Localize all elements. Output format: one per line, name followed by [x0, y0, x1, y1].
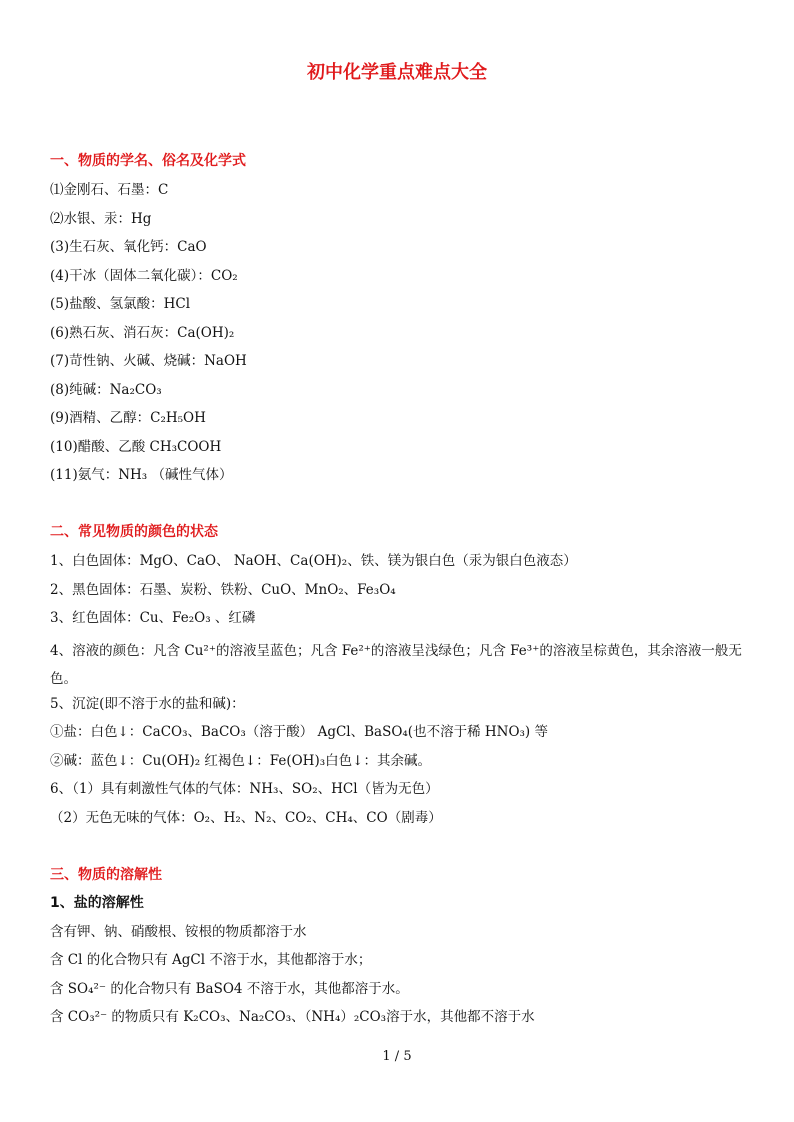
- list-item: (3)生石灰、氧化钙：CaO: [50, 239, 207, 255]
- list-item: 1、白色固体：MgO、CaO、 NaOH、Ca(OH)₂、铁、镁为银白色（汞为银白色液态）: [50, 553, 577, 569]
- list-item: ①盐：白色↓：CaCO₃、BaCO₃（溶于酸） AgCl、BaSO₄(也不溶于稀 HNO₃) 等: [50, 724, 548, 740]
- list-item: (4)干冰（固体二氧化碳）：CO₂: [50, 268, 238, 284]
- list-item: 含有钾、钠、硝酸根、铵根的物质都溶于水: [50, 924, 307, 940]
- list-item: 3、红色固体：Cu、Fe₂O₃ 、红磷: [50, 610, 256, 626]
- list-item: ⑵水银、汞：Hg: [50, 211, 152, 227]
- list-item: 4、溶液的颜色：凡含 Cu²⁺的溶液呈蓝色；凡含 Fe²⁺的溶液呈浅绿色；凡含 Fe³⁺的溶液呈棕黄色，其余溶液一般无色。: [50, 643, 742, 687]
- list-item: ⑴金刚石、石墨：C: [50, 182, 169, 198]
- list-item: (8)纯碱：Na₂CO₃: [50, 382, 162, 398]
- list-item: (9)酒精、乙醇：C₂H₅OH: [50, 410, 206, 426]
- list-item: (5)盐酸、氢氯酸：HCl: [50, 296, 191, 312]
- list-item: 5、沉淀(即不溶于水的盐和碱)：: [50, 696, 245, 712]
- page-number: 1 / 5: [382, 1049, 412, 1064]
- list-item: （2）无色无味的气体：O₂、H₂、N₂、CO₂、CH₄、CO（剧毒）: [50, 810, 442, 826]
- list-item: (10)醋酸、乙酸 CH₃COOH: [50, 439, 222, 455]
- list-item: ②碱：蓝色↓：Cu(OH)₂ 红褐色↓：Fe(OH)₃白色↓：其余碱。: [50, 753, 431, 769]
- list-item: (11)氨气：NH₃ （碱性气体）: [50, 467, 233, 483]
- list-item: (7)苛性钠、火碱、烧碱：NaOH: [50, 353, 247, 369]
- subsection-heading: 1、盐的溶解性: [50, 895, 144, 911]
- section-heading: 二、常见物质的颜色的状态: [50, 524, 218, 540]
- section-heading: 一、物质的学名、俗名及化学式: [50, 153, 246, 169]
- list-item: 含 CO₃²⁻ 的物质只有 K₂CO₃、Na₂CO₃、（NH₄）₂CO₃溶于水，其他都不溶于水: [50, 1009, 535, 1025]
- list-item: 含 Cl 的化合物只有 AgCl 不溶于水，其他都溶于水；: [50, 952, 372, 968]
- page-title: 初中化学重点难点大全: [307, 62, 487, 83]
- list-item: 含 SO₄²⁻ 的化合物只有 BaSO4 不溶于水，其他都溶于水。: [50, 981, 409, 997]
- section-heading: 三、物质的溶解性: [50, 867, 162, 883]
- list-item: 6、（1）具有刺激性气体的气体：NH₃、SO₂、HCl（皆为无色）: [50, 781, 439, 797]
- list-item: 2、黑色固体：石墨、炭粉、铁粉、CuO、MnO₂、Fe₃O₄: [50, 582, 396, 598]
- list-item: (6)熟石灰、消石灰：Ca(OH)₂: [50, 325, 235, 341]
